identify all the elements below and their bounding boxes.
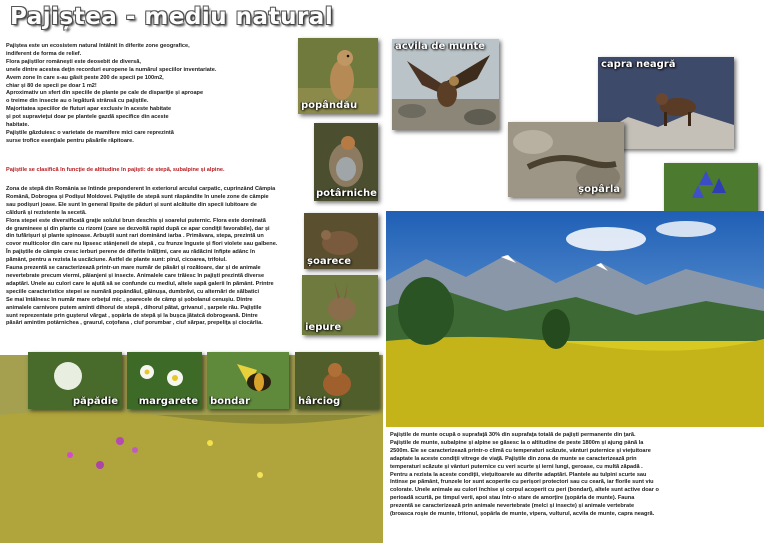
photo-acvila-de-munte (392, 39, 499, 130)
caption-popandau: popândău (301, 100, 358, 111)
caption-acvila-de-munte: acvila de munte (395, 41, 485, 52)
photo-papadie (28, 352, 122, 409)
alpine-text (390, 432, 750, 519)
text-line: unele dintre acestea deţin recorduri europene la numărul speciilor inventariate. (6, 66, 217, 73)
text-line: temperaturi scăzute și vânturi puternice cu veri scurte și ierni lungi, geroase, cu multă zăpadă . (390, 463, 643, 470)
text-line: pământ, pentru a rezista la uscăciune. Astfel de plante sunt: pirul, cicoarea, trifoiul. (6, 257, 227, 264)
text-line: (broasca roșie de munte, tritonul, șopârla de munte, vipera, vulturul, acvila de munte, capra neagră. (390, 511, 655, 518)
text-line: indiferent de forma de relief. (6, 50, 82, 57)
text-line: Majoritatea speciilor de fluturi apar exclusiv în aceste habitate (6, 106, 172, 113)
text-line: Pajiștile de munte, subalpine și alpine se găsesc la o altitudine de peste 1800m și ajung până la (390, 439, 644, 446)
text-line: surse trofice esenţiale pentru păsările răpitoare. (6, 137, 134, 144)
classification-text: Pajiștile se clasifică în funcţie de altitudine în pajiști: de stepă, subalpine și alpine. (6, 167, 225, 173)
caption-potarniche: potârniche (316, 188, 377, 199)
photo-potarniche (314, 123, 378, 201)
alpine-landscape-image (386, 211, 764, 427)
text-line: Avem zone în care s-au găsit peste 200 de specii pe 100m2, (6, 74, 164, 81)
caption-iepure: iepure (305, 322, 342, 333)
text-line: Flora pajiștilor românești este deosebit de diversă, (6, 58, 141, 65)
intro-text (6, 43, 296, 146)
text-line: adaptări. Unele au culori care le ajută să se confunde cu mediul, altele sapă galerii în pământ. Printre (6, 280, 274, 287)
photo-popandau (298, 38, 378, 114)
text-line: căldură și rezistente la secetă. (6, 209, 87, 216)
text-line: Pajiștea este un ecosistem natural întâlnit în diferite zone geografice, (6, 43, 190, 49)
photo-harciog (295, 352, 379, 409)
text-line: Se mai întâlnesc în număr mare orbeţul mic , șoarecele de câmp și șobolanul cenușiu. Dintre (6, 296, 253, 303)
photo-margarete (127, 352, 202, 409)
caption-bondar: bondar (210, 396, 250, 407)
text-line: Aproximativ un sfert din speciile de plante pe cale de dispariţie și aproape (6, 90, 204, 97)
text-line: și pot supravieţui doar pe plantele gazdă specifice din aceste (6, 114, 169, 121)
text-line: colorate. Unele animale au culori închise și corpul acoperit cu peri (bondari), altele sunt active doar o (390, 487, 659, 494)
text-line: habitate. (6, 122, 30, 129)
text-line: În pajiștile de câmpie cresc ierburi perene de diferite înălţimi, care au rădăcini înfipte adânc în (6, 249, 256, 256)
text-line: o treime din insecte au o legătură strânsă cu pajiștile. (6, 98, 149, 105)
caption-soarece: șoarece (307, 256, 351, 267)
photo-bondar (207, 352, 289, 409)
caption-capra-neagra: capra neagră (601, 59, 676, 70)
text-line: 2500m. Ele se caracterizează printr-o climă cu temperaturi scăzute, vânturi puternice și vieţuitoare (390, 447, 651, 454)
text-line: Flora stepei este diversificată graţie solului brun deschis și soarelui puternic. Flora este dominată (6, 217, 266, 224)
text-line: perioadă scurtă, pe timpul verii, apoi stau într-o stare de amorţire (șopârla de munte). Fauna (390, 495, 635, 502)
text-line: speciile caracteristice stepei se numără popândăul, găinușa, dumbrăvi, cu alternări de sălbatici (6, 288, 260, 295)
caption-soparla: șopârla (578, 184, 620, 195)
text-line: Română, Dobrogea și Podișul Moldovei. Pajiștile de stepă sunt răspândite în unele zone de câmpie (6, 193, 269, 200)
text-line: Pentru a rezista la aceste condiţii, vieţuitoarele au diferite adaptări. Plantele au tulpini scurte sau (390, 471, 647, 478)
text-line: animalele carnivore putem aminti dihorul de stepă , dihorul pătat, grivanul , șarpele rău. Pajiștile (6, 304, 262, 311)
page-title: Pajiștea - mediu natural (10, 4, 334, 30)
text-line: Zona de stepă din România se întinde preponderent în exteriorul arcului carpatic, cuprinzând Câmpia (6, 186, 276, 192)
photo-soarece (304, 213, 378, 269)
steppe-text (6, 186, 306, 328)
text-line: de gramineee și din plante cu rizomi (care se dezvoltă rapid după ce apar condiţii favorabile), dar și (6, 225, 270, 232)
photo-iepure (302, 275, 378, 335)
text-line: întinse pe pământ, frunzele lor sunt acoperite cu perișori protectori sau cu ceară, iar florile sunt viu (390, 479, 654, 486)
text-line: nevertebrate precum viermi, păianjeni și insecte. Animalele care trăiesc în pajiști prezintă diverse (6, 272, 265, 279)
caption-papadie: păpădie (72, 396, 118, 407)
text-line: din tufărișuri și plante spinoase. Arbuștii sunt rari dominând iarba . Primăvara, stepa, prezintă un (6, 233, 264, 240)
text-line: păsări amintim potârnichea , graurul, coţofana , ciuf porumbar , ciuf sărpar, prepeliţa și ciocârlia. (6, 320, 263, 327)
photo-soparla (508, 122, 624, 197)
caption-harciog: hârciog (298, 396, 341, 407)
text-line: sunt reprezentate prin gușterul vărgat , șopârla de stepă și la bușca jătatcă dobrogeană. Dintre (6, 312, 258, 319)
text-line: Pajiștile găzduiesc o varietate de mamifere mici care reprezintă (6, 129, 174, 136)
text-line: Fauna prezentă se caracterizează printr-un mare număr de păsări și rozătoare, dar și de animale (6, 265, 261, 272)
text-line: sau podișuri joase. Ele sunt în general lipsite de păduri și sunt alcătuite din specii iubitoare de (6, 201, 257, 208)
text-line: chiar și 80 de specii pe doar 1 m2! (6, 82, 97, 89)
text-line: covor multicolor din care nu lipsesc stânjeneii de stepă , cu frunze înguste și flori violete sau galbene. (6, 241, 278, 248)
text-line: prezentă se caracterizează prin animale nevertebrate (melci și insecte) și animale vertebrate (390, 503, 635, 510)
text-line: Pajiștile de munte ocupă o suprafaţă 30% din suprafaţa totală de pajiști permanente din ţară. (390, 432, 636, 438)
text-line: adaptate la aceste condiţii vitrege de viaţă. Pajiștile din zona de munte se caracterizează prin (390, 455, 637, 462)
caption-margarete: margarete (138, 396, 198, 407)
